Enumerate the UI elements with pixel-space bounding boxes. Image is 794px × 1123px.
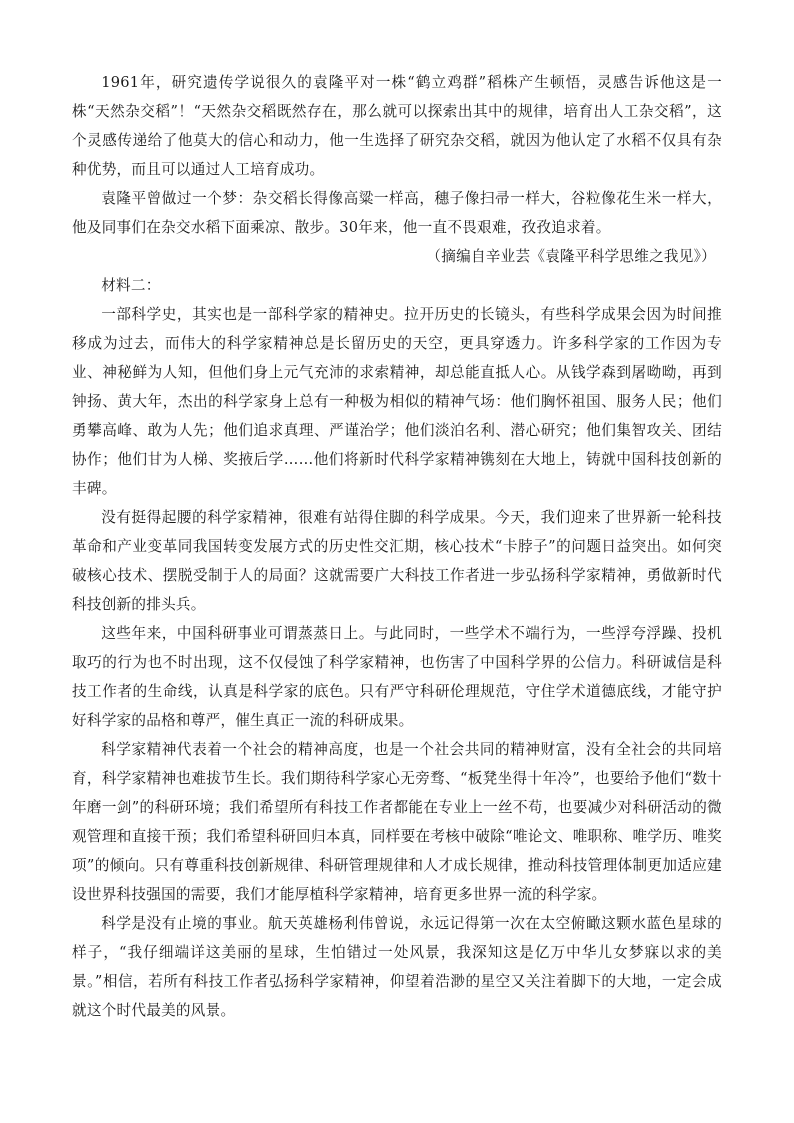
material-one-paragraph-1: 1961年，研究遗传学说很久的袁隆平对一株“鹤立鸡群”稻株产生顿悟，灵感告诉他这是一株“天然杂交稻”！“天然杂交稻既然存在，那么就可以探索出其中的规律，培育出人工杂交稻”，这个灵感传递给了他莫大的信心和动力，他一生选择了研究杂交稻，就因为他认定了水稻不仅具有杂种优势，而且可以通过人工培育成功。 [72, 74, 722, 178]
material-one-source: （摘编自辛业芸《袁隆平科学思维之我见》） [426, 248, 716, 265]
material-two-paragraph-4: 科学家精神代表着一个社会的精神高度，也是一个社会共同的精神财富，没有全社会的共同培育，科学家精神也难拔节生长。我们期待科学家心无旁骛、“板凳坐得十年冷”，也要给予他们“数十年磨一剑”的科研环境；我们希望所有科技工作者都能在专业上一丝不苟，也要减少对科研活动的微观管理和直接干预；我们希望科研回归本真，同样要在考核中破除“唯论文、唯职称、唯学历、唯奖项”的倾向。只有尊重科技创新规律、科研管理规律和人才成长规律，推动科技管理体制更加适应建设世界科技强国的需要，我们才能厚植科学家精神，培育更多世界一流的科学家。 [72, 741, 722, 903]
material-two-paragraph-5: 科学是没有止境的事业。航天英雄杨利伟曾说，永远记得第一次在太空俯瞰这颗水蓝色星球的样子，“我仔细端详这美丽的星球，生怕错过一处风景，我深知这是亿万中华儿女梦寐以求的美景。”相信，若所有科技工作者弘扬科学家精神，仰望着浩渺的星空又关注着脚下的大地，一定会成就这个时代最美的风景。 [72, 915, 722, 1019]
material-two-paragraph-3: 这些年来，中国科研事业可谓蒸蒸日上。与此同时，一些学术不端行为，一些浮夸浮躁、投机取巧的行为也不时出现，这不仅侵蚀了科学家精神，也伤害了中国科学界的公信力。科研诚信是科技工作者的生命线，认真是科学家的底色。只有严守科研伦理规范，守住学术道德底线，才能守护好科学家的品格和尊严，催生真正一流的科研成果。 [72, 625, 722, 729]
material-two-heading: 材料二： [101, 277, 161, 294]
material-two-paragraph-2: 没有挺得起腰的科学家精神，很难有站得住脚的科学成果。今天，我们迎来了世界新一轮科技革命和产业变革同我国转变发展方式的历史性交汇期，核心技术“卡脖子”的问题日益突出。如何突破核心技术、摆脱受制于人的局面？这就需要广大科技工作者进一步弘扬科学家精神，勇做新时代科技创新的排头兵。 [72, 509, 722, 613]
material-one-paragraph-2: 袁隆平曾做过一个梦：杂交稻长得像高粱一样高，穗子像扫帚一样大，谷粒像花生米一样大，他及同事们在杂交水稻下面乘凉、散步。30年来，他一直不畏艰难，孜孜追求着。 [72, 190, 722, 236]
material-two-paragraph-1: 一部科学史，其实也是一部科学家的精神史。拉开历史的长镜头，有些科学成果会因为时间推移成为过去，而伟大的科学家精神总是长留历史的天空，更具穿透力。许多科学家的工作因为专业、神秘鲜为人知，但他们身上元气充沛的求索精神，却总能直抵人心。从钱学森到屠呦呦，再到钟扬、黄大年，杰出的科学家身上总有一种极为相似的精神气场：他们胸怀祖国、服务人民；他们勇攀高峰、敢为人先；他们追求真理、严谨治学；他们淡泊名利、潜心研究；他们集智攻关、团结协作；他们甘为人梯、奖掖后学……他们将新时代科学家精神镌刻在大地上，铸就中国科技创新的丰碑。 [72, 306, 722, 497]
